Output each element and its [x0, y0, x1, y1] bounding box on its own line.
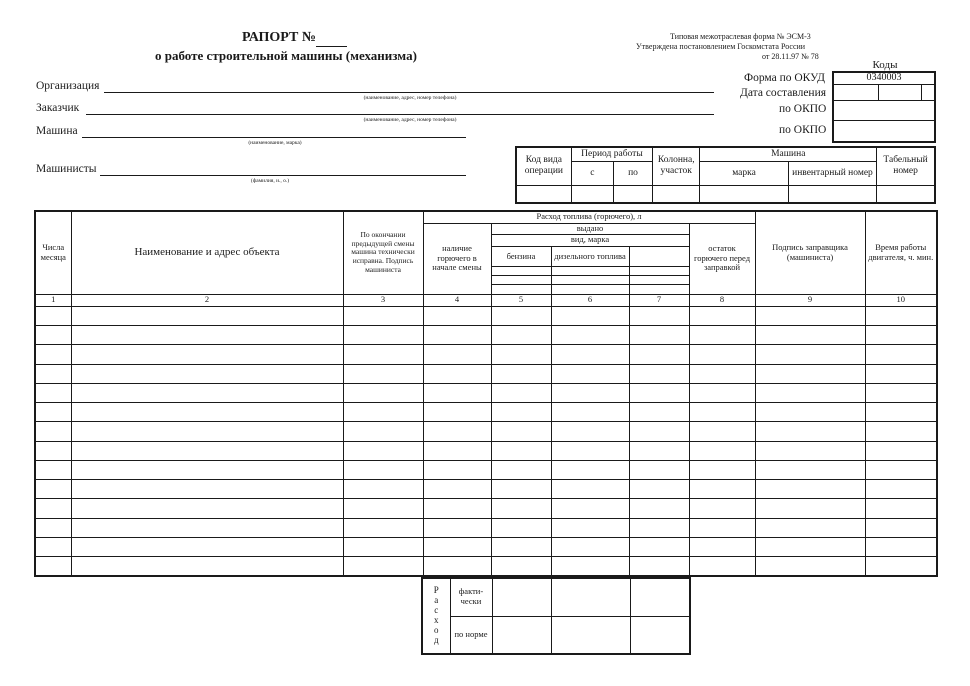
diesel-header: дизельного топлива: [551, 246, 629, 266]
operators-field[interactable]: [100, 162, 466, 176]
table-row: [35, 326, 937, 345]
diesel-cell[interactable]: [551, 345, 629, 364]
extra-cell[interactable]: [629, 557, 689, 576]
object-cell[interactable]: [71, 364, 343, 383]
petrol-cell[interactable]: [491, 460, 551, 479]
engine-time-cell[interactable]: [865, 422, 937, 441]
okud-label: Форма по ОКУД: [744, 72, 825, 84]
col-number: 2: [71, 294, 343, 306]
day-cell[interactable]: [35, 364, 71, 383]
engine-time-cell[interactable]: [865, 403, 937, 422]
norm-extra-cell[interactable]: [630, 616, 690, 654]
object-cell[interactable]: [71, 345, 343, 364]
refueler-sign-cell[interactable]: [755, 306, 865, 325]
remaining-cell[interactable]: [689, 499, 755, 518]
petrol-cell[interactable]: [491, 364, 551, 383]
okpo-label-1: по ОКПО: [779, 103, 827, 115]
day-cell[interactable]: [35, 441, 71, 460]
state-cell[interactable]: [343, 306, 423, 325]
col-number: 9: [755, 294, 865, 306]
petrol-cell[interactable]: [491, 441, 551, 460]
codes-divider-1: [834, 84, 934, 85]
brand-header: марка: [700, 161, 788, 185]
refueler-sign-cell[interactable]: [755, 480, 865, 499]
engine-time-cell[interactable]: [865, 518, 937, 537]
extra-sub-3: [629, 285, 689, 294]
engine-time-cell[interactable]: [865, 499, 937, 518]
report-subtitle: о работе строительной машины (механизма): [155, 48, 417, 63]
fuel-start-cell[interactable]: [423, 383, 491, 402]
col-day-header: Числа месяца: [35, 211, 71, 294]
extra-cell[interactable]: [629, 403, 689, 422]
object-cell[interactable]: [71, 518, 343, 537]
extra-cell[interactable]: [629, 383, 689, 402]
petrol-cell[interactable]: [491, 306, 551, 325]
state-cell[interactable]: [343, 557, 423, 576]
engine-time-cell[interactable]: [865, 537, 937, 556]
state-cell[interactable]: [343, 537, 423, 556]
diesel-cell[interactable]: [551, 383, 629, 402]
norm-diesel-cell[interactable]: [551, 616, 630, 654]
tab-number-cell[interactable]: [877, 185, 935, 203]
codes-divider-2: [834, 100, 934, 101]
diesel-cell[interactable]: [551, 518, 629, 537]
refueler-sign-cell[interactable]: [755, 364, 865, 383]
refueler-sign-header: Подпись заправщика (машиниста): [755, 211, 865, 294]
report-title-text: РАПОРТ №: [242, 30, 316, 45]
col-number: 1: [35, 294, 71, 306]
fuel-start-cell[interactable]: [423, 403, 491, 422]
object-cell[interactable]: [71, 326, 343, 345]
object-cell[interactable]: [71, 422, 343, 441]
data-rows: [35, 306, 937, 576]
day-cell[interactable]: [35, 499, 71, 518]
fuel-header: Расход топлива (горючего), л: [423, 211, 755, 223]
norm-label: по норме: [450, 616, 492, 654]
diesel-cell[interactable]: [551, 364, 629, 383]
diesel-cell[interactable]: [551, 480, 629, 499]
consumption-label-text: Расход: [433, 585, 439, 645]
machine-field[interactable]: [82, 124, 466, 138]
operators-label: Машинисты: [36, 163, 97, 175]
remaining-cell[interactable]: [689, 306, 755, 325]
diesel-cell[interactable]: [551, 306, 629, 325]
day-cell[interactable]: [35, 557, 71, 576]
table-row: [35, 499, 937, 518]
object-cell[interactable]: [71, 460, 343, 479]
engine-time-cell[interactable]: [865, 557, 937, 576]
state-cell[interactable]: [343, 422, 423, 441]
codes-header: Коды: [872, 59, 898, 71]
state-cell[interactable]: [343, 518, 423, 537]
table-row: [35, 480, 937, 499]
extra-cell[interactable]: [629, 460, 689, 479]
kind-header: вид, марка: [491, 234, 689, 246]
table-row: [35, 557, 937, 576]
op-code-cell[interactable]: [516, 185, 571, 203]
remaining-cell[interactable]: [689, 441, 755, 460]
period-to-header: по: [613, 161, 652, 185]
refueler-sign-cell[interactable]: [755, 383, 865, 402]
table-row: [35, 422, 937, 441]
col-number: 3: [343, 294, 423, 306]
col-number: 6: [551, 294, 629, 306]
fuel-start-cell[interactable]: [423, 480, 491, 499]
petrol-sub-2: [491, 276, 551, 285]
kind-extra-header: [629, 246, 689, 266]
refueler-sign-cell[interactable]: [755, 499, 865, 518]
table-row: [35, 537, 937, 556]
day-cell[interactable]: [35, 480, 71, 499]
day-cell[interactable]: [35, 306, 71, 325]
remaining-cell[interactable]: [689, 345, 755, 364]
col-number: 5: [491, 294, 551, 306]
state-cell[interactable]: [343, 326, 423, 345]
diesel-cell[interactable]: [551, 499, 629, 518]
refueler-sign-cell[interactable]: [755, 403, 865, 422]
extra-cell[interactable]: [629, 422, 689, 441]
customer-label: Заказчик: [36, 102, 80, 114]
organization-hint: (наименование, адрес, номер телефона): [363, 95, 457, 101]
period-from-cell[interactable]: [571, 185, 613, 203]
machine-hint: (наименование, марка): [248, 140, 302, 146]
actual-diesel-cell[interactable]: [551, 578, 630, 616]
customer-field[interactable]: [86, 101, 714, 115]
remaining-cell[interactable]: [689, 403, 755, 422]
table-row: [35, 345, 937, 364]
remaining-cell[interactable]: [689, 557, 755, 576]
extra-cell[interactable]: [629, 499, 689, 518]
actual-extra-cell[interactable]: [630, 578, 690, 616]
engine-time-cell[interactable]: [865, 441, 937, 460]
petrol-cell[interactable]: [491, 326, 551, 345]
state-cell[interactable]: [343, 383, 423, 402]
main-table: [34, 210, 938, 577]
table-row: [35, 306, 937, 325]
remaining-cell[interactable]: [689, 537, 755, 556]
remaining-cell[interactable]: [689, 518, 755, 537]
petrol-cell[interactable]: [491, 518, 551, 537]
tab-number-header: Табельный номер: [877, 147, 935, 185]
fuel-start-cell[interactable]: [423, 306, 491, 325]
fuel-start-header: наличие горючего в начале смены: [423, 223, 491, 294]
report-number-field[interactable]: [316, 31, 347, 47]
extra-cell[interactable]: [629, 441, 689, 460]
day-cell[interactable]: [35, 460, 71, 479]
column-numbers-row: [35, 294, 937, 306]
col-number: 8: [689, 294, 755, 306]
fuel-start-cell[interactable]: [423, 499, 491, 518]
refueler-sign-cell[interactable]: [755, 557, 865, 576]
diesel-cell[interactable]: [551, 403, 629, 422]
day-cell[interactable]: [35, 345, 71, 364]
state-cell[interactable]: [343, 403, 423, 422]
object-cell[interactable]: [71, 403, 343, 422]
consumption-table: [421, 577, 691, 655]
fuel-start-cell[interactable]: [423, 460, 491, 479]
fuel-start-cell[interactable]: [423, 441, 491, 460]
engine-time-cell[interactable]: [865, 326, 937, 345]
operators-hint: (фамилия, и., о.): [250, 178, 290, 184]
extra-cell[interactable]: [629, 306, 689, 325]
refueler-sign-cell[interactable]: [755, 441, 865, 460]
operation-table: [515, 146, 936, 204]
table-row: [35, 364, 937, 383]
engine-time-cell[interactable]: [865, 460, 937, 479]
period-from-header: с: [571, 161, 613, 185]
state-cell[interactable]: [343, 364, 423, 383]
extra-cell[interactable]: [629, 326, 689, 345]
actual-petrol-cell[interactable]: [492, 578, 551, 616]
petrol-sub-1: [491, 267, 551, 276]
petrol-cell[interactable]: [491, 537, 551, 556]
diesel-sub-1: [551, 267, 629, 276]
state-cell[interactable]: [343, 345, 423, 364]
object-cell[interactable]: [71, 480, 343, 499]
fuel-start-cell[interactable]: [423, 557, 491, 576]
table-row: [35, 403, 937, 422]
petrol-cell[interactable]: [491, 403, 551, 422]
diesel-cell[interactable]: [551, 460, 629, 479]
engine-time-cell[interactable]: [865, 480, 937, 499]
state-cell[interactable]: [343, 460, 423, 479]
state-cell[interactable]: [343, 480, 423, 499]
col-state-header: По окончании предыдущей смены машина технически исправна. Подпись машиниста: [343, 211, 423, 294]
report-title: [242, 30, 316, 46]
period-header: Период работы: [571, 147, 652, 161]
day-cell[interactable]: [35, 422, 71, 441]
okud-value: 0340003: [866, 72, 902, 83]
fuel-start-cell[interactable]: [423, 518, 491, 537]
organization-label: Организация: [36, 80, 100, 92]
fuel-start-cell[interactable]: [423, 345, 491, 364]
period-to-cell[interactable]: [613, 185, 652, 203]
diesel-cell[interactable]: [551, 441, 629, 460]
remaining-cell[interactable]: [689, 422, 755, 441]
extra-cell[interactable]: [629, 537, 689, 556]
petrol-cell[interactable]: [491, 499, 551, 518]
engine-time-cell[interactable]: [865, 345, 937, 364]
refueler-sign-cell[interactable]: [755, 326, 865, 345]
refueler-sign-cell[interactable]: [755, 422, 865, 441]
petrol-cell[interactable]: [491, 557, 551, 576]
op-code-header: Код вида операции: [516, 147, 571, 185]
column-cell[interactable]: [653, 185, 700, 203]
col-object-header: Наименование и адрес объекта: [71, 211, 343, 294]
table-row: [35, 518, 937, 537]
object-cell[interactable]: [71, 383, 343, 402]
machine-header: Машина: [700, 147, 877, 161]
remaining-cell[interactable]: [689, 364, 755, 383]
form-type-line1: Типовая межотраслевая форма № ЭСМ-3: [670, 32, 811, 41]
extra-sub-1: [629, 267, 689, 276]
actual-label: факти-чески: [450, 578, 492, 616]
inventory-cell[interactable]: [788, 185, 876, 203]
norm-petrol-cell[interactable]: [492, 616, 551, 654]
object-cell[interactable]: [71, 441, 343, 460]
engine-time-cell[interactable]: [865, 364, 937, 383]
fuel-start-cell[interactable]: [423, 364, 491, 383]
table-row: [35, 383, 937, 402]
extra-cell[interactable]: [629, 364, 689, 383]
diesel-cell[interactable]: [551, 422, 629, 441]
day-cell[interactable]: [35, 383, 71, 402]
petrol-cell[interactable]: [491, 480, 551, 499]
diesel-sub-3: [551, 285, 629, 294]
petrol-cell[interactable]: [491, 345, 551, 364]
diesel-sub-2: [551, 276, 629, 285]
engine-time-header: Время работы двигателя, ч. мин.: [865, 211, 937, 294]
customer-hint: (наименование, адрес, номер телефона): [363, 117, 457, 123]
fuel-start-cell[interactable]: [423, 422, 491, 441]
extra-sub-2: [629, 276, 689, 285]
extra-cell[interactable]: [629, 518, 689, 537]
refueler-sign-cell[interactable]: [755, 537, 865, 556]
day-cell[interactable]: [35, 518, 71, 537]
engine-time-cell[interactable]: [865, 383, 937, 402]
diesel-cell[interactable]: [551, 326, 629, 345]
day-cell[interactable]: [35, 537, 71, 556]
refueler-sign-cell[interactable]: [755, 460, 865, 479]
column-header: Колонна, участок: [653, 147, 700, 185]
object-cell[interactable]: [71, 306, 343, 325]
col-number: 4: [423, 294, 491, 306]
organization-field[interactable]: [104, 79, 714, 93]
petrol-cell[interactable]: [491, 422, 551, 441]
diesel-cell[interactable]: [551, 537, 629, 556]
remaining-cell[interactable]: [689, 326, 755, 345]
petrol-header: бензина: [491, 246, 551, 266]
form-type-line2: Утверждена постановлением Госкомстата России: [636, 42, 806, 51]
okpo-label-2: по ОКПО: [779, 124, 827, 136]
codes-divider-3: [834, 120, 934, 121]
date-split-1: [878, 84, 879, 100]
table-row: [35, 441, 937, 460]
diesel-cell[interactable]: [551, 557, 629, 576]
extra-cell[interactable]: [629, 480, 689, 499]
col-number: 7: [629, 294, 689, 306]
date-split-2: [921, 84, 922, 100]
col-number: 10: [865, 294, 937, 306]
date-label: Дата составления: [740, 87, 827, 99]
inventory-header: инвентарный номер: [788, 161, 876, 185]
fuel-start-cell[interactable]: [423, 537, 491, 556]
issued-header: выдано: [491, 223, 689, 234]
brand-cell[interactable]: [700, 185, 788, 203]
machine-label: Машина: [36, 125, 78, 137]
state-cell[interactable]: [343, 441, 423, 460]
day-cell[interactable]: [35, 403, 71, 422]
object-cell[interactable]: [71, 537, 343, 556]
day-cell[interactable]: [35, 326, 71, 345]
state-cell[interactable]: [343, 499, 423, 518]
remaining-cell[interactable]: [689, 383, 755, 402]
remaining-cell[interactable]: [689, 460, 755, 479]
object-cell[interactable]: [71, 557, 343, 576]
table-row: [35, 460, 937, 479]
engine-time-cell[interactable]: [865, 306, 937, 325]
petrol-cell[interactable]: [491, 383, 551, 402]
consumption-label: [422, 578, 450, 654]
object-cell[interactable]: [71, 499, 343, 518]
refueler-sign-cell[interactable]: [755, 518, 865, 537]
form-type-line3: от 28.11.97 № 78: [762, 52, 819, 61]
remaining-cell[interactable]: [689, 480, 755, 499]
extra-cell[interactable]: [629, 345, 689, 364]
fuel-start-cell[interactable]: [423, 326, 491, 345]
refueler-sign-cell[interactable]: [755, 345, 865, 364]
petrol-sub-3: [491, 285, 551, 294]
remaining-header: остаток горючего перед заправкой: [689, 223, 755, 294]
